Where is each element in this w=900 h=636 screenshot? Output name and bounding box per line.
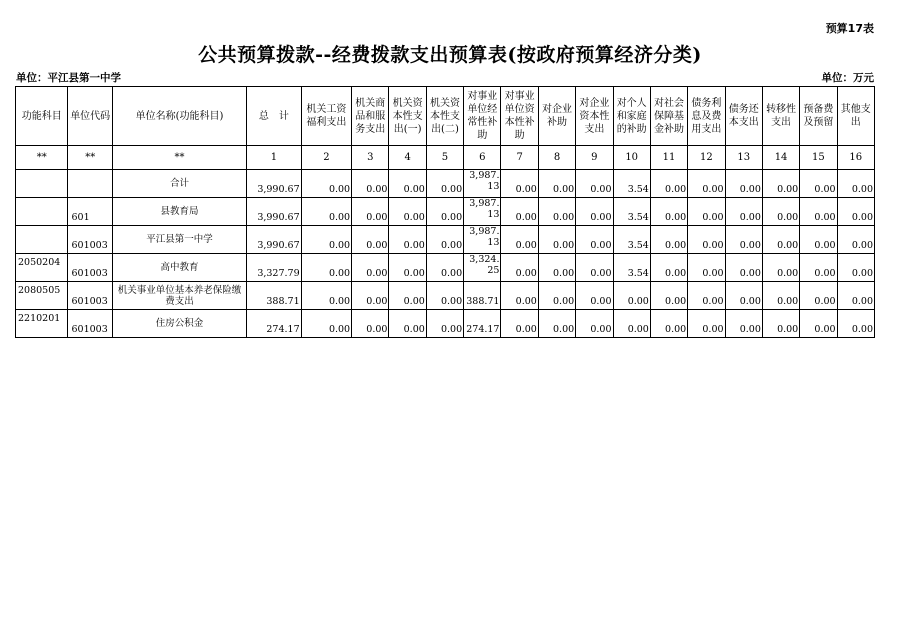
amount-cell: 0.00	[426, 170, 463, 198]
function-code-cell: 2050204	[16, 254, 68, 282]
unit-code-cell: 601003	[68, 226, 112, 254]
currency-unit: 单位：万元	[821, 72, 874, 84]
amount-cell: 0.00	[301, 282, 351, 310]
amount-cell: 0.00	[650, 310, 687, 338]
amount-cell: 0.00	[650, 282, 687, 310]
index-cell: 10	[613, 146, 650, 170]
amount-cell: 0.00	[762, 254, 799, 282]
amount-cell: 0.00	[837, 198, 874, 226]
amount-cell: 0.00	[576, 226, 613, 254]
amount-cell: 0.00	[688, 282, 725, 310]
amount-cell: 388.71	[464, 282, 501, 310]
index-cell: 1	[247, 146, 302, 170]
amount-cell: 0.00	[301, 198, 351, 226]
index-cell: 14	[762, 146, 799, 170]
amount-cell: 0.00	[501, 170, 538, 198]
amount-cell: 0.00	[426, 226, 463, 254]
form-number: 预算17表	[825, 22, 874, 35]
amount-cell: 0.00	[576, 198, 613, 226]
table-row	[16, 310, 875, 338]
amount-cell: 0.00	[352, 282, 389, 310]
index-cell: 4	[389, 146, 426, 170]
amount-cell: 0.00	[800, 282, 837, 310]
index-cell: 15	[800, 146, 837, 170]
amount-cell: 0.00	[501, 254, 538, 282]
amount-cell: 0.00	[688, 310, 725, 338]
index-cell: 9	[576, 146, 613, 170]
index-cell: 7	[501, 146, 538, 170]
amount-cell: 0.00	[389, 198, 426, 226]
column-header: 单位代码	[68, 87, 112, 146]
amount-cell: 0.00	[837, 310, 874, 338]
column-header: 功能科目	[16, 87, 68, 146]
unit-name: 单位：平江县第一中学	[16, 72, 121, 84]
amount-cell: 3.54	[613, 198, 650, 226]
header-row	[16, 87, 875, 146]
index-cell: 5	[426, 146, 463, 170]
amount-cell: 0.00	[576, 310, 613, 338]
amount-cell: 3,990.67	[247, 170, 302, 198]
amount-cell: 0.00	[837, 226, 874, 254]
amount-cell: 0.00	[538, 170, 575, 198]
amount-cell: 0.00	[426, 198, 463, 226]
amount-cell: 0.00	[762, 198, 799, 226]
column-header: 对个人和家庭的补助	[613, 87, 650, 146]
amount-cell: 0.00	[576, 254, 613, 282]
column-header: 机关资本性支出(一)	[389, 87, 426, 146]
column-header: 对企业补助	[538, 87, 575, 146]
amount-cell: 0.00	[688, 170, 725, 198]
column-header: 机关工资福利支出	[301, 87, 351, 146]
index-row	[16, 146, 875, 170]
amount-cell: 0.00	[762, 226, 799, 254]
amount-cell: 274.17	[464, 310, 501, 338]
amount-cell: 3.54	[613, 254, 650, 282]
amount-cell: 0.00	[650, 254, 687, 282]
amount-cell: 0.00	[301, 170, 351, 198]
function-code-cell	[16, 226, 68, 254]
amount-cell: 0.00	[613, 282, 650, 310]
amount-cell: 0.00	[538, 310, 575, 338]
amount-cell: 0.00	[301, 254, 351, 282]
amount-cell: 0.00	[725, 310, 762, 338]
column-header: 转移性支出	[762, 87, 799, 146]
amount-cell: 0.00	[688, 226, 725, 254]
amount-cell: 0.00	[352, 170, 389, 198]
amount-cell: 0.00	[538, 198, 575, 226]
column-header: 机关资本性支出(二)	[426, 87, 463, 146]
unit-name-cell: 平江县第一中学	[112, 226, 246, 254]
unit-name-cell: 合计	[112, 170, 246, 198]
unit-name-cell: 机关事业单位基本养老保险缴费支出	[112, 282, 246, 310]
amount-cell: 0.00	[576, 170, 613, 198]
amount-cell: 0.00	[501, 198, 538, 226]
amount-cell: 0.00	[501, 310, 538, 338]
amount-cell: 0.00	[576, 282, 613, 310]
table-row	[16, 198, 875, 226]
amount-cell: 0.00	[800, 310, 837, 338]
table-row	[16, 282, 875, 310]
amount-cell: 3.54	[613, 226, 650, 254]
index-cell: 11	[650, 146, 687, 170]
unit-code-cell	[68, 170, 112, 198]
amount-cell: 0.00	[725, 170, 762, 198]
unit-name-cell: 住房公积金	[112, 310, 246, 338]
function-code-cell: 2080505	[16, 282, 68, 310]
amount-cell: 0.00	[389, 170, 426, 198]
amount-cell: 0.00	[800, 170, 837, 198]
amount-cell: 0.00	[837, 254, 874, 282]
amount-cell: 0.00	[352, 198, 389, 226]
amount-cell: 0.00	[725, 254, 762, 282]
amount-cell: 0.00	[352, 226, 389, 254]
amount-cell: 0.00	[762, 282, 799, 310]
table-row	[16, 226, 875, 254]
index-cell: **	[68, 146, 112, 170]
column-header: 预备费及预留	[800, 87, 837, 146]
amount-cell: 0.00	[688, 198, 725, 226]
amount-cell: 0.00	[352, 310, 389, 338]
amount-cell: 0.00	[501, 282, 538, 310]
table-row	[16, 254, 875, 282]
amount-cell: 0.00	[650, 226, 687, 254]
column-header: 对事业单位资本性补助	[501, 87, 538, 146]
amount-cell: 0.00	[538, 226, 575, 254]
amount-cell: 0.00	[800, 198, 837, 226]
amount-cell: 0.00	[688, 254, 725, 282]
amount-cell: 0.00	[301, 226, 351, 254]
unit-name-cell: 高中教育	[112, 254, 246, 282]
amount-cell: 0.00	[538, 254, 575, 282]
column-header: 对社会保障基金补助	[650, 87, 687, 146]
amount-cell: 3,987.13	[464, 170, 501, 198]
amount-cell: 0.00	[538, 282, 575, 310]
index-cell: 12	[688, 146, 725, 170]
function-code-cell: 2210201	[16, 310, 68, 338]
column-header: 债务还本支出	[725, 87, 762, 146]
amount-cell: 0.00	[301, 310, 351, 338]
unit-name-cell: 县教育局	[112, 198, 246, 226]
budget-table	[15, 86, 875, 338]
index-cell: 8	[538, 146, 575, 170]
amount-cell: 3,324.25	[464, 254, 501, 282]
amount-cell: 0.00	[837, 170, 874, 198]
amount-cell: 0.00	[650, 170, 687, 198]
amount-cell: 3,990.67	[247, 198, 302, 226]
amount-cell: 0.00	[650, 198, 687, 226]
amount-cell: 0.00	[725, 282, 762, 310]
amount-cell: 3,987.13	[464, 198, 501, 226]
amount-cell: 3,327.79	[247, 254, 302, 282]
column-header: 其他支出	[837, 87, 874, 146]
table-row	[16, 170, 875, 198]
column-header: 对事业单位经常性补助	[464, 87, 501, 146]
column-header: 债务利息及费用支出	[688, 87, 725, 146]
column-header: 总 计	[247, 87, 302, 146]
column-header: 单位名称(功能科目)	[112, 87, 246, 146]
index-cell: **	[16, 146, 68, 170]
amount-cell: 0.00	[613, 310, 650, 338]
index-cell: 2	[301, 146, 351, 170]
index-cell: **	[112, 146, 246, 170]
function-code-cell	[16, 198, 68, 226]
amount-cell: 0.00	[389, 310, 426, 338]
amount-cell: 0.00	[762, 170, 799, 198]
amount-cell: 0.00	[501, 226, 538, 254]
amount-cell: 0.00	[725, 198, 762, 226]
amount-cell: 3,990.67	[247, 226, 302, 254]
unit-code-cell: 601003	[68, 254, 112, 282]
amount-cell: 0.00	[725, 226, 762, 254]
amount-cell: 0.00	[389, 282, 426, 310]
amount-cell: 0.00	[352, 254, 389, 282]
unit-code-cell: 601003	[68, 310, 112, 338]
amount-cell: 3,987.13	[464, 226, 501, 254]
unit-code-cell: 601003	[68, 282, 112, 310]
unit-code-cell: 601	[68, 198, 112, 226]
index-cell: 16	[837, 146, 874, 170]
amount-cell: 0.00	[389, 254, 426, 282]
column-header: 对企业资本性支出	[576, 87, 613, 146]
amount-cell: 0.00	[800, 226, 837, 254]
amount-cell: 0.00	[426, 282, 463, 310]
amount-cell: 0.00	[762, 310, 799, 338]
amount-cell: 388.71	[247, 282, 302, 310]
index-cell: 13	[725, 146, 762, 170]
amount-cell: 0.00	[800, 254, 837, 282]
amount-cell: 0.00	[426, 254, 463, 282]
amount-cell: 0.00	[389, 226, 426, 254]
amount-cell: 3.54	[613, 170, 650, 198]
index-cell: 3	[352, 146, 389, 170]
function-code-cell	[16, 170, 68, 198]
page-title: 公共预算拨款--经费拨款支出预算表(按政府预算经济分类)	[198, 44, 702, 66]
column-header: 机关商品和服务支出	[352, 87, 389, 146]
index-cell: 6	[464, 146, 501, 170]
amount-cell: 0.00	[837, 282, 874, 310]
amount-cell: 274.17	[247, 310, 302, 338]
amount-cell: 0.00	[426, 310, 463, 338]
